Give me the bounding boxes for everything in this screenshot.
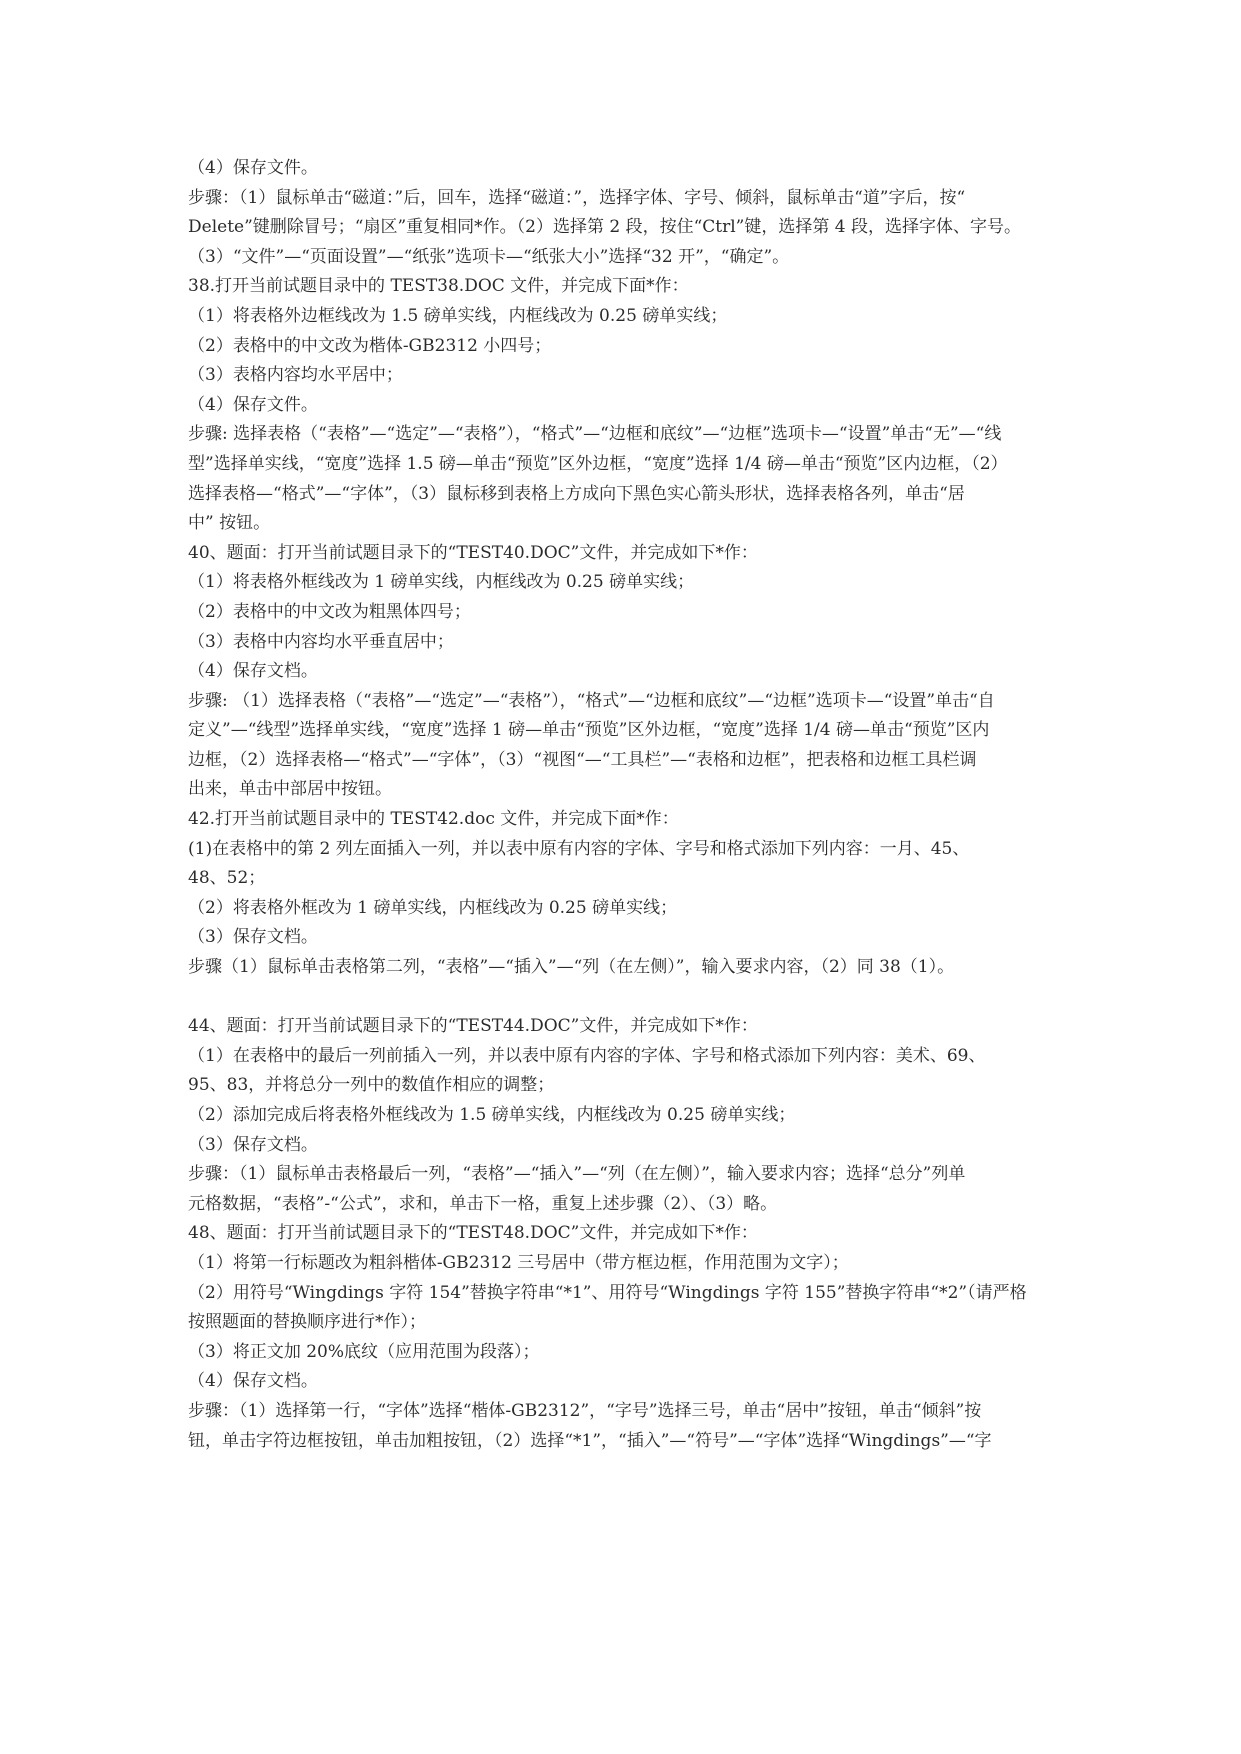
text-line: （4）保存文档。 bbox=[188, 1371, 318, 1392]
text-line: （1）将第一行标题改为粗斜楷体-GB2312 三号居中（带方框边框，作用范围为文字）； bbox=[188, 1252, 849, 1273]
text-line: （2）用符号“Wingdings 字符 154”替换字符串“*1”、用符号“Wingdings 字符 155”替换字符串“*2”（请严格 bbox=[188, 1282, 1027, 1303]
text-line: 48、52； bbox=[188, 868, 266, 889]
text-line: 步骤: （1）选择表格（“表格”—“选定”—“表格”），“格式”—“边框和底纹”—“边框”选项卡—“设置”单击“自 bbox=[188, 690, 995, 711]
text-line: Delete”键删除冒号；“扇区”重复相同*作。（2）选择第 2 段，按住“Ctrl”键，选择第 4 段，选择字体、字号。 bbox=[188, 217, 1021, 238]
text-line: （2）添加完成后将表格外框线改为 1.5 磅单实线，内框线改为 0.25 磅单实线； bbox=[188, 1105, 796, 1125]
text-line: 选择表格—“格式”—“字体”，（3）鼠标移到表格上方成向下黑色实心箭头形状，选择表格各列，单击“居 bbox=[188, 483, 965, 504]
text-line: 步骤（1）鼠标单击表格第二列，“表格”—“插入”—“列（在左侧）”，输入要求内容，（2）同 38（1）。 bbox=[188, 957, 955, 978]
text-line: 出来，单击中部居中按钮。 bbox=[188, 779, 392, 800]
document-page bbox=[188, 154, 1058, 1456]
text-line: 定义”—“线型”选择单实线，“宽度”选择 1 磅—单击“预览”区外边框，“宽度”选择 1/4 磅—单击“预览”区内 bbox=[188, 720, 990, 741]
text-line: （4）保存文件。 bbox=[188, 394, 318, 415]
text-line: （4）保存文档。 bbox=[188, 661, 318, 682]
text-line: 钮，单击字符边框按钮，单击加粗按钮，（2）选择“*1”，“插入”—“符号”—“字体”选择“Wingdings”—“字 bbox=[188, 1430, 992, 1451]
text-line: （3）表格中内容均水平垂直居中； bbox=[188, 631, 454, 652]
text-line: （3）将正文加 20%底纹（应用范围为段落）； bbox=[188, 1341, 540, 1362]
text-line: （2）表格中的中文改为粗黑体四号； bbox=[188, 601, 471, 622]
text-line: 型”选择单实线，“宽度”选择 1.5 磅—单击“预览”区外边框，“宽度”选择 1/4 磅—单击“预览”区内边框，（2） bbox=[188, 453, 1008, 474]
text-line: 按照题面的替换顺序进行*作）； bbox=[188, 1312, 426, 1333]
text-line: （3）“文件”—“页面设置”—“纸张”选项卡—“纸张大小”选择“32 开”，“确定”。 bbox=[188, 246, 790, 267]
text-line: （1）将表格外边框线改为 1.5 磅单实线，内框线改为 0.25 磅单实线； bbox=[188, 305, 728, 326]
text-line: 步骤：（1）鼠标单击“磁道：”后，回车，选择“磁道：”，选择字体、字号、倾斜，鼠标单击“道”字后，按“ bbox=[188, 187, 966, 208]
question-heading: 42.打开当前试题目录中的 TEST42.doc 文件，并完成下面*作： bbox=[188, 809, 679, 830]
blank-line bbox=[188, 983, 1058, 1013]
text-line: （2）表格中的中文改为楷体-GB2312 小四号； bbox=[188, 335, 552, 356]
text-line: 元格数据，“表格”-“公式”，求和，单击下一格，重复上述步骤（2）、（3）略。 bbox=[188, 1193, 778, 1214]
question-heading: 48、题面：打开当前试题目录下的“TEST48.DOC”文件，并完成如下*作： bbox=[188, 1223, 758, 1244]
question-heading: 38.打开当前试题目录中的 TEST38.DOC 文件，并完成下面*作： bbox=[188, 276, 689, 297]
text-line: （4）保存文件。 bbox=[188, 158, 318, 178]
text-line: 边框，（2）选择表格—“格式”—“字体”，（3）“视图“—“工具栏”—“表格和边框”，把表格和边框工具栏调 bbox=[188, 749, 977, 770]
text-line: （3）保存文档。 bbox=[188, 1134, 318, 1155]
text-line: （3）表格内容均水平居中； bbox=[188, 365, 403, 386]
text-line: （1）将表格外框线改为 1 磅单实线，内框线改为 0.25 磅单实线； bbox=[188, 572, 695, 593]
text-line: （1）在表格中的最后一列前插入一列，并以表中原有内容的字体、字号和格式添加下列内容：美术、69、 bbox=[188, 1045, 986, 1066]
text-line: (1)在表格中的第 2 列左面插入一列，并以表中原有内容的字体、字号和格式添加下列内容：一月、45、 bbox=[188, 838, 970, 859]
text-line: 中” 按钮。 bbox=[188, 513, 271, 534]
text-line: 步骤: 选择表格（“表格”—“选定”—“表格”），“格式”—“边框和底纹”—“边框”选项卡—“设置”单击“无”—“线 bbox=[188, 424, 1002, 445]
text-line: 步骤：（1）选择第一行，“字体”选择“楷体-GB2312”，“字号”选择三号，单击“居中”按钮，单击“倾斜”按 bbox=[188, 1400, 982, 1421]
text-line: 步骤：（1）鼠标单击表格最后一列，“表格”—“插入”—“列（在左侧）”，输入要求内容；选择“总分”列单 bbox=[188, 1164, 966, 1185]
question-heading: 40、题面：打开当前试题目录下的“TEST40.DOC”文件，并完成如下*作： bbox=[188, 542, 758, 563]
question-heading: 44、题面：打开当前试题目录下的“TEST44.DOC”文件，并完成如下*作： bbox=[188, 1016, 758, 1037]
text-line: （3）保存文档。 bbox=[188, 927, 318, 948]
text-line: （2）将表格外框改为 1 磅单实线，内框线改为 0.25 磅单实线； bbox=[188, 897, 678, 918]
text-line: 95、83，并将总分一列中的数值作相应的调整； bbox=[188, 1075, 555, 1096]
